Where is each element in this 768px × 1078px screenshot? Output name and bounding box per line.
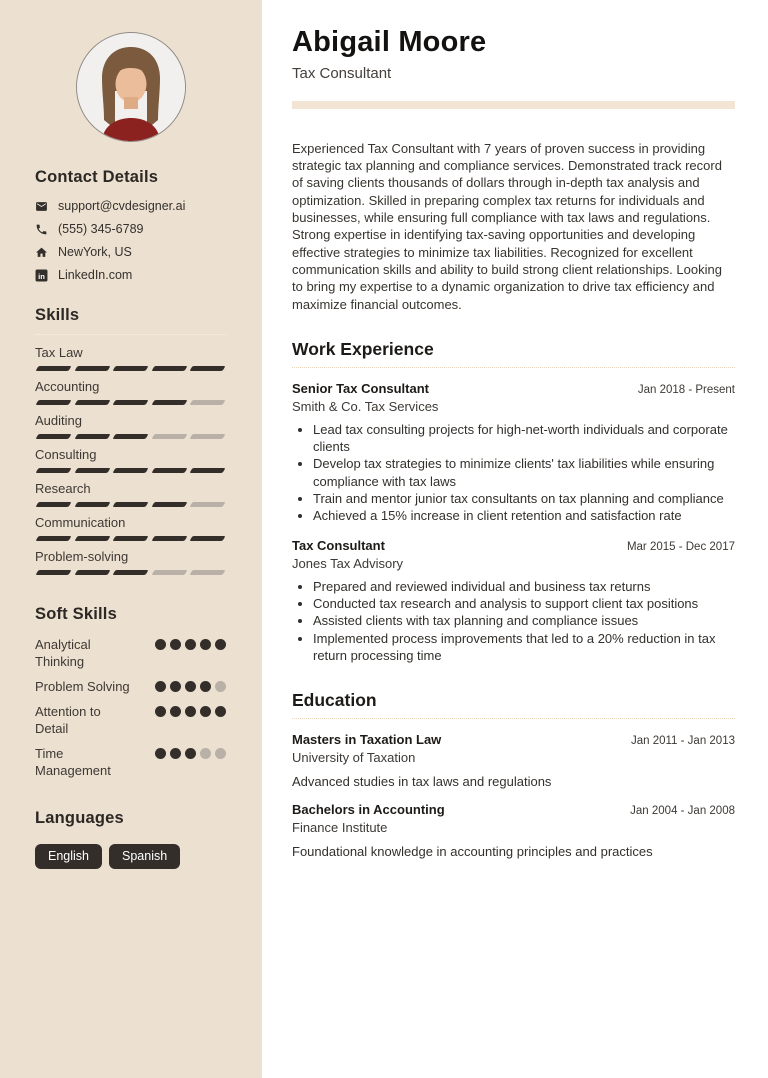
email-icon (35, 200, 48, 213)
soft-skills-heading: Soft Skills (35, 605, 117, 623)
job-bullet: • Prepared and reviewed individual and business tax returns (313, 578, 735, 595)
contact-email-text: support@cvdesigner.ai (58, 199, 186, 213)
work-experience-heading: Work Experience (292, 339, 735, 368)
skill-label: Tax Law (35, 345, 83, 360)
contact-phone-text: (555) 345-6789 (58, 222, 144, 236)
skill-level-bar (35, 570, 226, 575)
job-bullet: • Lead tax consulting projects for high-net-worth individuals and corporate clients (313, 421, 735, 456)
skill-label: Communication (35, 515, 126, 530)
skill-row (35, 447, 226, 473)
skill-row (35, 345, 226, 371)
contact-heading: Contact Details (35, 168, 159, 186)
skill-level-bar (35, 536, 226, 541)
person-job-title: Tax Consultant (292, 64, 392, 82)
contact-section (35, 168, 226, 282)
portrait-photo (77, 33, 185, 141)
soft-skill-label: Time Management (35, 746, 111, 778)
skill-label: Problem-solving (35, 549, 129, 564)
skills-section (35, 306, 226, 575)
language-badge-spanish: Spanish (109, 844, 180, 869)
header-divider-band (292, 101, 735, 109)
job-bullet: • Assisted clients with tax planning and compliance issues (313, 612, 735, 629)
soft-skill-row (35, 703, 226, 737)
contact-email[interactable] (35, 199, 226, 213)
education-description: Foundational knowledge in accounting principles and practices (292, 844, 653, 860)
soft-skill-dots (155, 678, 226, 692)
degree-title: Bachelors in Accounting (292, 802, 445, 818)
svg-text:in: in (38, 271, 45, 281)
education-description: Advanced studies in tax laws and regulations (292, 774, 552, 790)
contact-linkedin[interactable] (35, 268, 226, 282)
contact-location (35, 245, 226, 259)
contact-location-text: NewYork, US (58, 245, 132, 259)
person-name: Abigail Moore (292, 26, 487, 58)
contact-phone[interactable] (35, 222, 226, 236)
job-entry (292, 538, 735, 664)
job-dates: Jan 2018 - Present (637, 383, 735, 396)
skill-label: Auditing (35, 413, 82, 428)
professional-summary: Experienced Tax Consultant with 7 years of proven success in providing strategic tax planning and compliance services. Demonstrated track record of saving clients thousands of dollars through in-depth tax analysis and optimization. Skilled in preparing complex tax returns for individuals and businesses, while ensuring full compliance with tax laws and regulations. Strong expertise in identifying tax-saving opportunities and developing effective strategies to minimize tax liabilities. Recognized for excellent communication skills and ability to build strong client relationships. Looking to bring my expertise to a dynamic organization to drive tax efficiency and maximize financial outcomes. (292, 140, 722, 312)
skill-row (35, 481, 226, 507)
education-heading: Education (292, 690, 735, 719)
soft-skill-row (35, 678, 226, 695)
contact-linkedin-text: LinkedIn.com (58, 268, 133, 282)
work-experience-section (292, 339, 735, 664)
education-section (292, 690, 735, 859)
skill-label: Consulting (35, 447, 97, 462)
soft-skills-section (35, 605, 226, 779)
skill-level-bar (35, 400, 226, 405)
soft-skill-label: Problem Solving (35, 679, 130, 694)
phone-icon (35, 223, 48, 236)
job-bullet: • Develop tax strategies to minimize clients' tax liabilities while ensuring compliance with tax laws (313, 455, 735, 490)
job-title: Senior Tax Consultant (292, 380, 429, 396)
linkedin-icon (35, 269, 48, 282)
job-bullet: • Conducted tax research and analysis to support client tax positions (313, 595, 735, 612)
soft-skill-label: Attention to Detail (35, 704, 101, 736)
education-dates: Jan 2004 - Jan 2008 (630, 805, 735, 818)
job-bullet-list (292, 578, 735, 664)
skill-row (35, 379, 226, 405)
job-title: Tax Consultant (292, 537, 385, 553)
skill-row (35, 515, 226, 541)
job-dates: Mar 2015 - Dec 2017 (626, 540, 735, 553)
languages-section (35, 809, 226, 869)
job-bullet: • Train and mentor junior tax consultants on tax planning and compliance (313, 490, 735, 507)
job-bullet-list (292, 421, 735, 525)
skills-divider (35, 333, 226, 335)
soft-skill-dots (155, 703, 226, 717)
skill-level-bar (35, 366, 226, 371)
avatar (76, 32, 186, 142)
education-entry (292, 802, 735, 859)
skill-row (35, 549, 226, 575)
soft-skill-row (35, 745, 226, 779)
language-badge-english: English (35, 844, 102, 869)
degree-title: Masters in Taxation Law (292, 732, 442, 748)
skill-level-bar (35, 502, 226, 507)
education-dates: Jan 2011 - Jan 2013 (630, 735, 735, 748)
sidebar (0, 0, 262, 1078)
education-entry (292, 732, 735, 789)
job-company: Jones Tax Advisory (292, 555, 404, 571)
job-bullet: • Implemented process improvements that led to a 20% reduction in tax return processing time (313, 630, 735, 665)
school-name: University of Taxation (292, 750, 416, 766)
skill-row (35, 413, 226, 439)
job-bullet: • Achieved a 15% increase in client retention and satisfaction rate (313, 507, 735, 524)
school-name: Finance Institute (292, 820, 388, 836)
skill-level-bar (35, 434, 226, 439)
main-content (262, 0, 768, 1078)
soft-skill-dots (155, 636, 226, 650)
soft-skill-row (35, 636, 226, 670)
job-company: Smith & Co. Tax Services (292, 398, 439, 414)
skills-heading: Skills (35, 306, 80, 324)
soft-skill-dots (155, 745, 226, 759)
soft-skill-label: Analytical Thinking (35, 637, 91, 669)
skill-label: Research (35, 481, 91, 496)
home-icon (35, 246, 48, 259)
job-entry (292, 381, 735, 525)
skill-level-bar (35, 468, 226, 473)
skill-label: Accounting (35, 379, 100, 394)
languages-heading: Languages (35, 809, 124, 827)
